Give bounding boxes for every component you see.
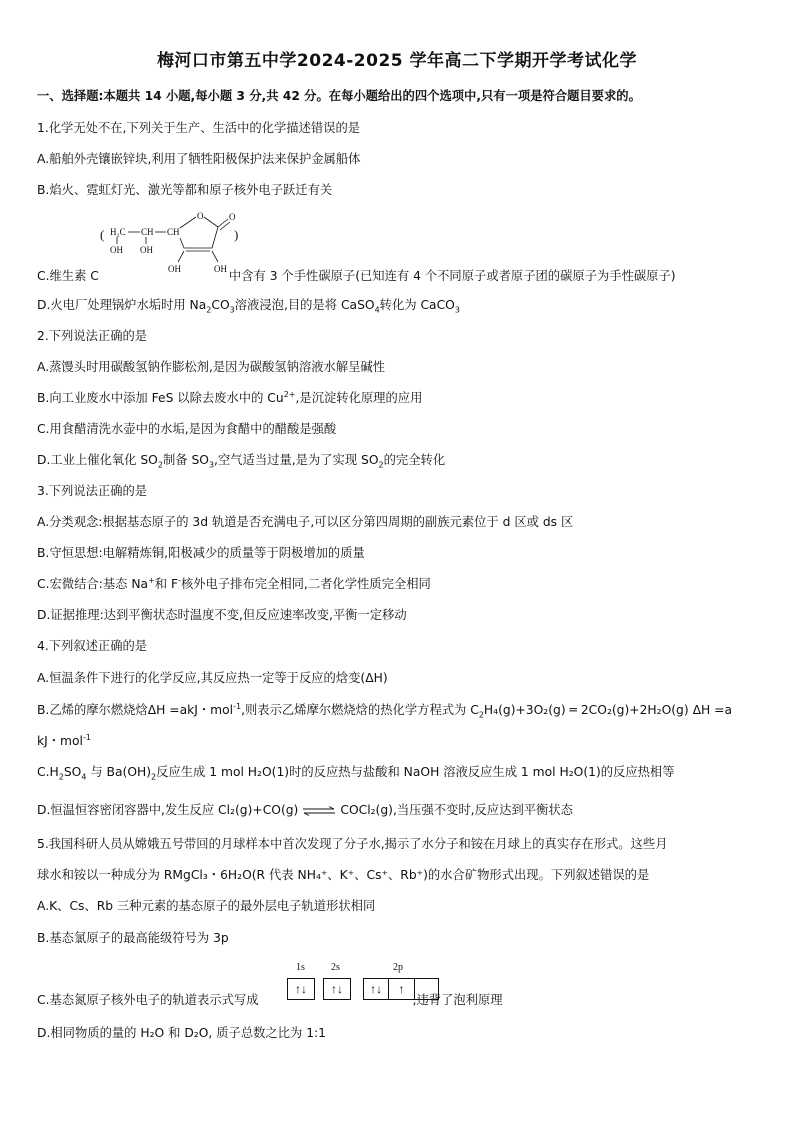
page-title: 梅河口市第五中学2024-2025 学年高二下学期开学考试化学 <box>156 51 638 71</box>
q2-option-d: D.工业上催化氧化 $SO_2$制备 $SO_3$,空气适当过量,是为了实现 $SO_2$的完全转化 <box>37 453 446 470</box>
q4-option-b-line2: kJ・mol$^{-1}$ <box>37 732 91 748</box>
mol-right-paren: ) <box>234 227 239 242</box>
mol-oh-4: OH <box>214 264 227 274</box>
section-heading: 一、选择题:本题共 14 小题,每小题 3 分,共 42 分。在每小题给出的四个选项中,只有一项是符合题目要求的。 <box>37 89 641 103</box>
orbital-box-1s: ↑↓ <box>287 978 315 1000</box>
q4-stem: 4.下列叙述正确的是 <box>37 639 148 653</box>
mol-h2c: H₂C <box>110 227 126 237</box>
q3-option-b: B.守恒思想:电解精炼铜,阳极减少的质量等于阴极增加的质量 <box>37 546 365 560</box>
q4-option-c: $C.H_2SO_4$ 与 $Ba(OH)_2$反应生成 1 mol H₂O(1)时的反应热与盐酸和 NaOH 溶液反应生成 1 mol H₂O(1)的反应热相等 <box>37 765 675 782</box>
q2-option-b: B.向工业废水中添加 FeS 以除去废水中的 $Cu^{2+}$,是沉淀转化原理的应用 <box>37 389 423 405</box>
mol-oh-2: OH <box>140 245 153 255</box>
mol-ch-1: CH <box>141 227 154 237</box>
q1-option-c-suffix: 中含有 3 个手性碳原子(已知连有 4 个不同原子或者原子团的碳原子为手性碳原子) <box>228 269 676 283</box>
orbital-2p-cell-1: ↑↓ <box>370 982 383 996</box>
mol-oh-1: OH <box>110 245 123 255</box>
orbital-label-1s: 1s <box>296 962 305 973</box>
q5-stem-line2: 球水和铵以一种成分为 RMgCl₃・6H₂O(R 代表 NH₄⁺、K⁺、Cs⁺、Rb⁺)的水合矿物形式出现。下列叙述错误的是 <box>37 868 650 882</box>
q5-option-b: B.基态氯原子的最高能级符号为 3p <box>37 931 229 945</box>
q1-option-d: D.火电厂处理锅炉水垢时用 $Na_2CO_3$溶液浸泡,目的是将 CaSO$_4$转化为 CaCO$_3$ <box>37 298 460 315</box>
q3-option-d: D.证据推理:达到平衡状态时温度不变,但反应速率改变,平衡一定移动 <box>37 608 407 622</box>
q2-option-c: C.用食醋清洗水壶中的水垢,是因为食醋中的醋酸是强酸 <box>37 422 337 436</box>
q4-option-a: A.恒温条件下进行的化学反应,其反应热一定等于反应的焓变(ΔH) <box>37 671 388 685</box>
mol-ch-2: CH <box>167 227 180 237</box>
q1-option-c <box>37 268 676 284</box>
q5-option-d: D.相同物质的量的 H₂O 和 D₂O, 质子总数之比为 1:1 <box>37 1026 327 1040</box>
mol-oh-3: OH <box>168 264 181 274</box>
orbital-2p-cell-2: ↑ <box>388 979 413 999</box>
q3-option-c: C.宏微结合:基态 Na+和 F-核外电子排布完全相同,二者化学性质完全相同 <box>37 575 431 591</box>
q2-option-a: A.蒸馒头时用碳酸氢钠作膨松剂,是因为碳酸氢钠溶液水解呈碱性 <box>37 360 386 374</box>
orbital-box-2s: ↑↓ <box>323 978 351 1000</box>
orbital-label-2p: 2p <box>393 962 403 973</box>
q5-option-a: A.K、Cs、Rb 三种元素的基态原子的最外层电子轨道形状相同 <box>37 899 376 913</box>
q3-option-a: A.分类观念:根据基态原子的 3d 轨道是否充满电子,可以区分第四周期的副族元素位于 d 区或 ds 区 <box>37 515 574 529</box>
q4-option-b-line1: B.乙烯的摩尔燃烧焓ΔH =akJ・mol$^{-1}$,则表示乙烯摩尔燃烧焓的热化学方程式为 $C_2H_4(g)+3O_2(g)$ ═ 2CO₂(g)+2H₂O(g) ΔH =a <box>37 701 732 720</box>
q4-option-d: D.恒温恒容密闭容器中,发生反应 Cl₂(g)+CO(g) COCl₂(g),当压强不变时,反应达到平衡状态 <box>37 803 573 817</box>
equilibrium-arrow-icon <box>302 806 336 816</box>
mol-o-double: O <box>229 212 236 222</box>
orbital-label-2s: 2s <box>331 962 340 973</box>
q1-stem: 1.化学无处不在,下列关于生产、生活中的化学描述错误的是 <box>37 121 361 135</box>
q2-stem: 2.下列说法正确的是 <box>37 329 148 343</box>
mol-left-paren: ( <box>100 227 105 242</box>
q3-stem: 3.下列说法正确的是 <box>37 484 148 498</box>
q1-option-c-prefix: C.维生素 C <box>37 269 99 283</box>
q1-option-a: A.船舶外壳镶嵌锌块,利用了牺牲阳极保护法来保护金属船体 <box>37 152 361 166</box>
q1-option-b: B.焰火、霓虹灯光、激光等都和原子核外电子跃迁有关 <box>37 183 333 197</box>
q5-option-c: C.基态氮原子核外电子的轨道表示式写成 ,违背了泡利原理 <box>37 993 503 1007</box>
mol-o-ring: O <box>197 211 204 221</box>
q5-stem-line1: 5.我国科研人员从嫦娥五号带回的月球样本中首次发现了分子水,揭示了水分子和铵在月球上的真实存在形式。这些月 <box>37 837 668 851</box>
